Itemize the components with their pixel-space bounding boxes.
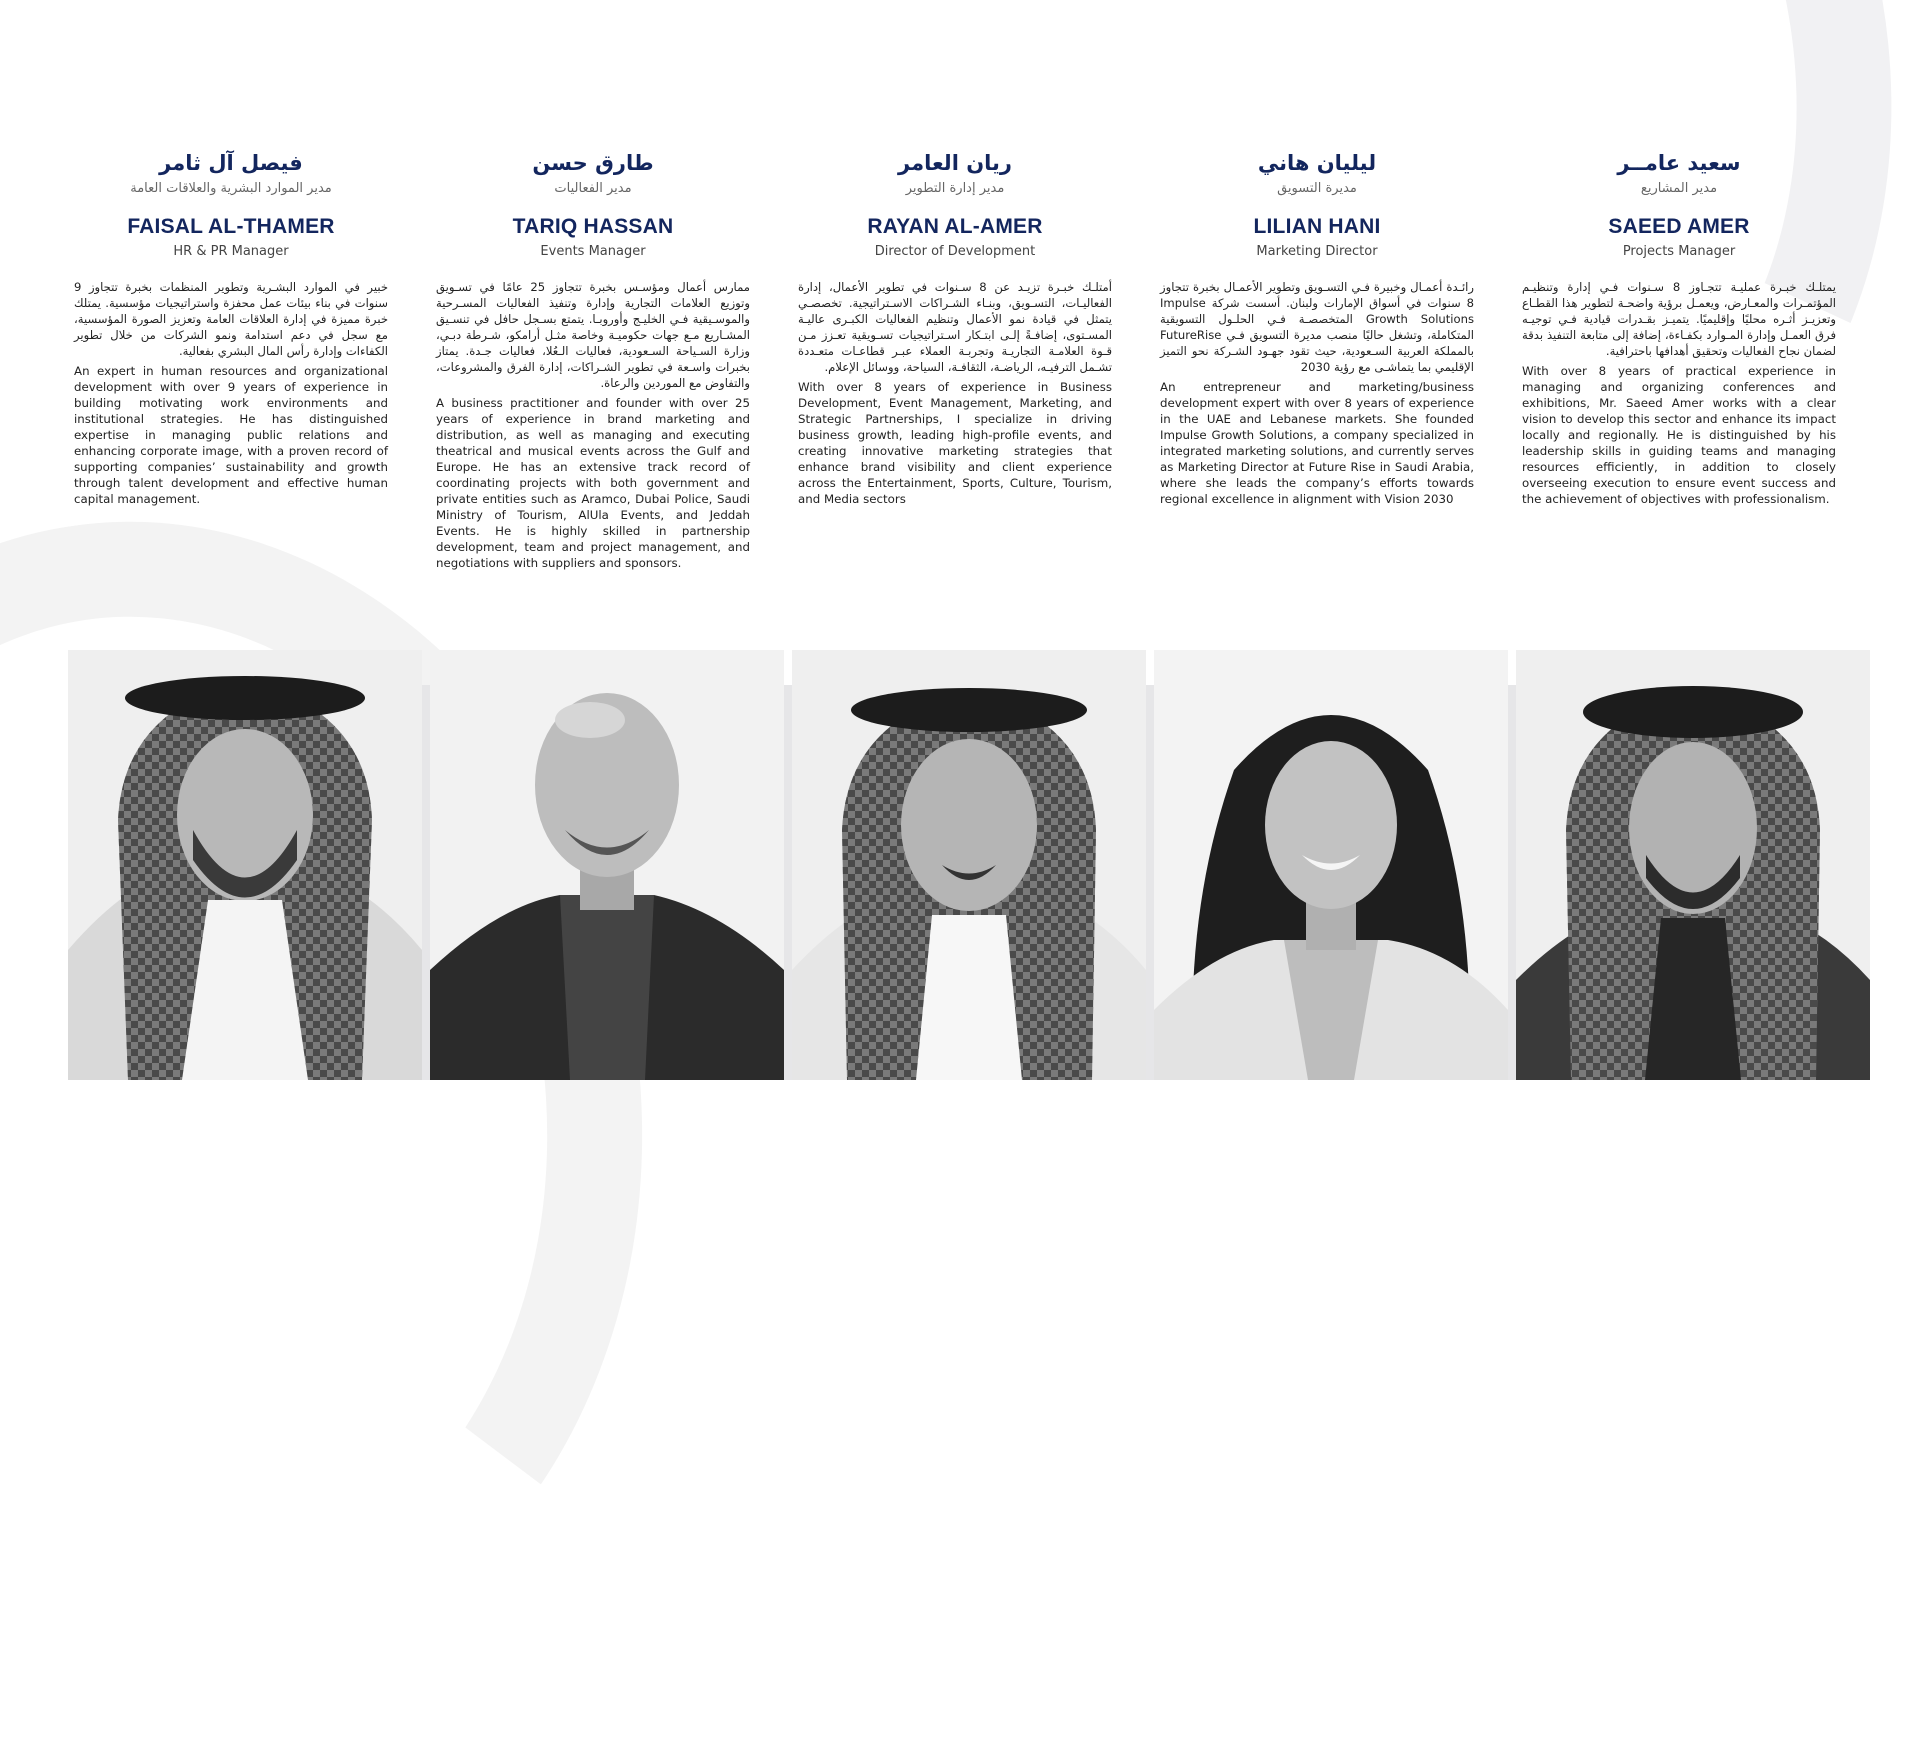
bio-arabic: خبير في الموارد البشـرية وتطوير المنظمات بخبرة تتجاوز 9 سنوات في بناء بيئات عمل محفزة واستراتيجيات مؤسسية. يمتلك خبرة مميزة في إدارة العلاقات العامة وتعزيز الصورة المؤسسية، مع سجل في دعم استدامة ونمو الشركات من خلال تطوير الكفاءات وإدارة رأس المال البشري بفعالية. — [74, 280, 388, 358]
member-card-tariq — [432, 150, 794, 1080]
role-arabic: مدير المشاريع — [1640, 181, 1718, 196]
name-english: SAEED AMER — [1608, 215, 1750, 238]
role-english: Events Manager — [540, 244, 646, 259]
name-arabic: ليليان هاني — [1257, 151, 1377, 175]
name-arabic: ريان العامر — [898, 151, 1012, 175]
member-photo — [1516, 650, 1870, 1080]
bio-english: With over 8 years of practical experience in managing and organizing conferences and exhibitions, Mr. Saeed Amer works with a clear vision to develop this sector and enhance its impact locally and regionally. He is distinguished by his leadership skills in guiding teams and managing resources efficiently, in addition to closely overseeing execution to ensure event success and the achievement of objectives with professionalism. — [1522, 364, 1836, 506]
role-english: Marketing Director — [1256, 244, 1378, 259]
name-arabic: فيصل آل ثامر — [159, 151, 303, 175]
member-photo — [792, 650, 1146, 1080]
member-texts — [74, 150, 388, 507]
bio-arabic: ممارس أعمال ومؤسـس بخبرة تتجاوز 25 عامًا في تسـويق وتوزيع العلامات التجارية وإدارة وتنفيذ الفعاليات المسـرحية والموسـيقية فـي الخليـج وأوروبـا. يتمتع بسـجل حافل في تنسـيق المشـاريع مـع جهات حكوميـة وخاصة مثـل أرامكو، شـرطة دبـي، وزارة السـياحة السـعودية، فعاليات الـعُلا، فعاليات جـدة. يمتاز بخبرات واسـعة في تطوير الشـراكات، إدارة الفرق والمشروعات، والتفاوض مع الموردين والرعاة. — [436, 280, 751, 390]
name-english: RAYAN AL-AMER — [867, 215, 1043, 238]
member-texts — [436, 150, 750, 571]
role-arabic: مديرة التسويق — [1277, 181, 1357, 196]
member-card-saeed — [1518, 150, 1880, 1080]
member-photo — [1154, 650, 1508, 1080]
bio-english: With over 8 years of experience in Business Development, Event Management, Marketing, and Strategic Partnerships, I specialize in driving business growth, leading high-profile events, and creating innovative marketing strategies that enhance brand visibility and client experience across the Entertainment, Sports, Culture, Tourism, and Media sectors — [798, 380, 1112, 506]
bio-english: An entrepreneur and marketing/business development expert with over 8 years of experience in the UAE and Lebanese markets. She founded Impulse Growth Solutions, a company specialized in integrated marketing solutions, and currently serves as Marketing Director at Future Rise in Saudi Arabia, where she leads the company’s efforts towards regional excellence in alignment with Vision 2030 — [1160, 380, 1474, 506]
member-photo — [68, 650, 422, 1080]
role-arabic: مدير إدارة التطوير — [905, 181, 1005, 196]
member-texts — [798, 150, 1112, 507]
bio-arabic: رائـدة أعمـال وخبيرة فـي التسـويق وتطوير الأعمـال بخبرة تتجاوز 8 سنوات في أسواق الإمارات ولبنان. أسست شركة Impulse Growth Solutions المتخصصـة فـي الحلـول التسويقية المتكاملة، وتشغل حاليًا منصب مديرة التسويق فـي FutureRise بالمملكة العربية السـعودية، حيث تقود جهـود الشـركة نحو التميز الإقليمي بما يتماشـى مع رؤية 2030 — [1160, 280, 1475, 374]
bio-arabic: يمتلـك خبـرة عمليـة تتجـاوز 8 سـنوات فـي إدارة وتنظيـم المؤتمـرات والمعـارض، ويعمـل برؤية واضحـة لتطوير هذا القطـاع وتعزيـز أثـره محليًا وإقليميًا. يتميـز بقـدرات قيادية فـي توجيـه فرق العمـل وإدارة المـوارد بكفـاءة، إضافة إلى متابعة التنفيذ بدقة لضمان نجاح الفعاليات وتحقيق أهدافها باحترافية. — [1522, 280, 1836, 358]
team-members — [70, 150, 1880, 1080]
role-english: HR & PR Manager — [173, 244, 289, 259]
member-texts — [1522, 150, 1836, 507]
role-arabic: مدير الموارد البشرية والعلاقات العامة — [130, 181, 332, 196]
role-english: Director of Development — [874, 244, 1036, 259]
name-english: LILIAN HANI — [1253, 215, 1381, 238]
bio-arabic: أمتلـك خبـرة تزيـد عن 8 سـنوات في تطوير الأعمال، إدارة الفعاليـات، التسـويق، وبنـاء الشـراكات الاسـتراتيجية. تخصصـي يتمثل في قيادة نمو الأعمال وتنظيم الفعاليات الكبـرى عاليـة المسـتوى، إضافـةً إلـى ابتـكار اسـتراتيجيات تسـويقية تعـزز مـن قـوة العلامـة التجاريـة وتجربـة العملاء عبـر قطاعـات متعـددة تشـمل الترفيـه، الرياضـة، الثقافـة، السياحة، ووسائل الإعلام. — [798, 280, 1112, 374]
member-card-rayan — [794, 150, 1156, 1080]
name-english: FAISAL AL-THAMER — [127, 215, 335, 238]
name-arabic: طارق حسن — [532, 151, 654, 175]
role-arabic: مدير الفعاليات — [554, 181, 632, 196]
member-texts — [1160, 150, 1474, 507]
member-card-faisal — [70, 150, 432, 1080]
bio-english: A business practitioner and founder with over 25 years of experience in brand marketing and distribution, as well as managing and executing theatrical and musical events across the Gulf and Europe. He has an extensive track record of coordinating projects with both government and private entities such as Aramco, Dubai Police, Saudi Ministry of Tourism, AlUla Events, and Jeddah Events. He is highly skilled in partnership development, team and project management, and negotiations with suppliers and sponsors. — [436, 396, 750, 570]
member-photo — [430, 650, 784, 1080]
member-card-lilian — [1156, 150, 1518, 1080]
name-english: TARIQ HASSAN — [512, 215, 674, 238]
name-arabic: سعيد عامــر — [1617, 151, 1741, 175]
role-english: Projects Manager — [1622, 244, 1736, 259]
bio-english: An expert in human resources and organizational development with over 9 years of experience in building motivating work environments and institutional strategies. He has distinguished expertise in managing public relations and enhancing corporate image, with a proven record of supporting companies’ sustainability and growth through talent development and effective human capital management. — [74, 364, 388, 506]
